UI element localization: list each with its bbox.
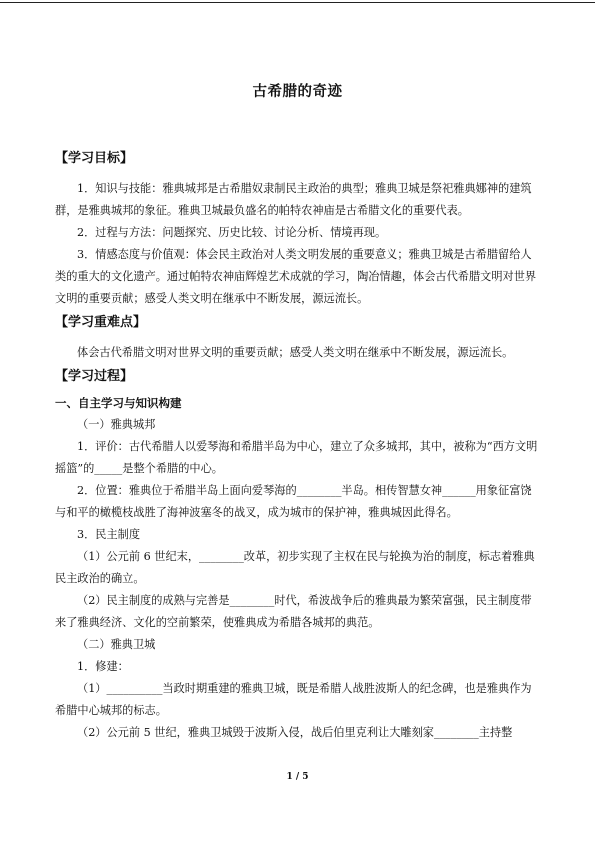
question-item: 2．位置：雅典位于希腊半岛上面向爱琴海的________半岛。相传智慧女神______用象征富饶与和平的橄榄枝战胜了海神波塞冬的战叉，成为城市的保护神，雅典城因此得名。 — [55, 484, 532, 519]
document-body — [55, 146, 542, 744]
goal-item: 1．知识与技能：雅典城邦是古希腊奴隶制民主政治的典型；雅典卫城是祭祀雅典娜神的建筑群，是雅典城邦的象征。雅典卫城最负盛名的帕特农神庙是古希腊文化的重要代表。 — [55, 182, 532, 217]
question-item: 1．评价：古代希腊人以爱琴海和希腊半岛为中心，建立了众多城邦，其中，被称为“西方文明摇篮”的_____是整个希腊的中心。 — [55, 440, 538, 475]
page-title: 古希腊的奇迹 — [252, 84, 343, 100]
question-item: （2）民主制度的成熟与完善是________时代，希波战争后的雅典最为繁荣富强，民主制度带来了雅典经济、文化的空前繁荣，使雅典成为希腊各城邦的典范。 — [55, 594, 532, 629]
section-heading-process: 【学习过程】 — [55, 369, 134, 384]
question-title: 3．民主制度 — [77, 528, 141, 541]
process-part-title: 一、自主学习与知识构建 — [55, 396, 182, 410]
subsection-title-athens-city: （一）雅典城邦 — [77, 418, 156, 431]
question-item: （1）公元前 6 世纪末，________改革，初步实现了主权在民与轮换为治的制度，标志着雅典民主政治的确立。 — [55, 550, 535, 585]
top-border-line — [0, 2, 595, 3]
question-item: （1）__________当政时期重建的雅典卫城，既是希腊人战胜波斯人的纪念碑，也是雅典作为希腊中心城邦的标志。 — [55, 682, 532, 717]
page-number: 1 / 5 — [286, 772, 309, 782]
goal-item: 2．过程与方法：问题探究、历史比较、讨论分析、情境再现。 — [77, 226, 387, 239]
subsection-title-acropolis: （二）雅典卫城 — [77, 638, 156, 651]
section-heading-key-points: 【学习重难点】 — [55, 315, 147, 330]
goal-item: 3．情感态度与价值观：体会民主政治对人类文明发展的重要意义；雅典卫城是古希腊留给人类的重大的文化遗产。通过帕特农神庙辉煌艺术成就的学习，陶冶情趣，体会古代希腊文明对世界文明的重要贡献；感受人类文明在继承中不断发展，源远流长。 — [55, 248, 537, 305]
section-heading-goals: 【学习目标】 — [55, 151, 134, 166]
question-item: （2）公元前 5 世纪，雅典卫城毁于波斯入侵，战后伯里克利让大雕刻家________主持整 — [77, 726, 513, 739]
key-points-text: 体会古代希腊文明对世界文明的重要贡献；感受人类文明在继承中不断发展，源远流长。 — [77, 346, 514, 359]
question-title: 1．修建： — [77, 660, 129, 673]
